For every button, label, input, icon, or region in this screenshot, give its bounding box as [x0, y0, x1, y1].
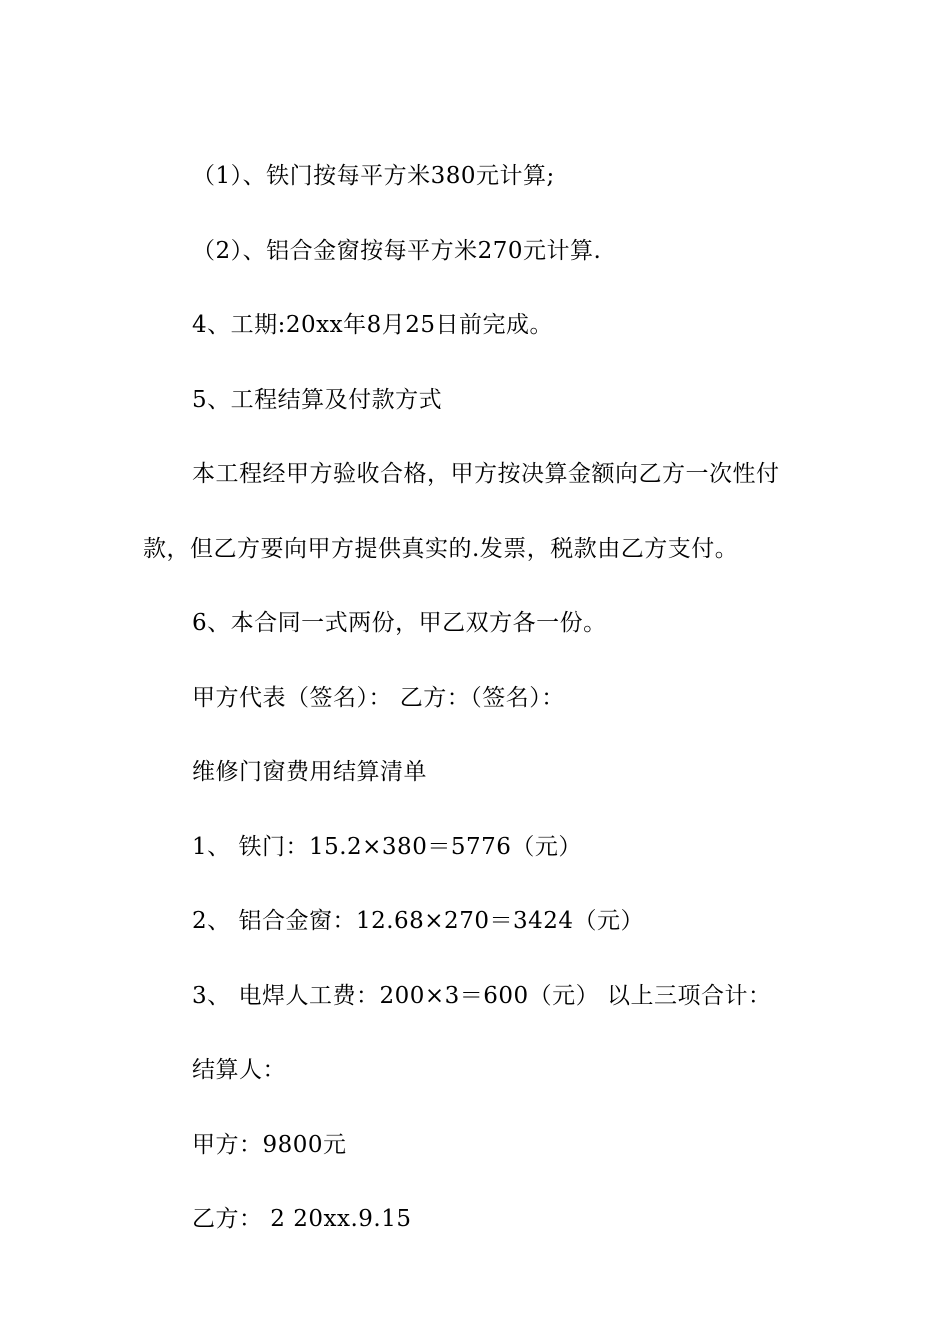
settlement-item-iron-door: 1、 铁门：15.2×380＝5776（元）: [192, 834, 582, 860]
clause-payment-line-1: 本工程经甲方验收合格，甲方按决算金额向乙方一次性付: [192, 461, 780, 487]
clause-schedule: 4、工期:20xx年8月25日前完成。: [192, 312, 553, 338]
clause-copies: 6、本合同一式两份，甲乙双方各一份。: [192, 610, 607, 636]
signature-line: 甲方代表（签名）： 乙方：（签名）：: [192, 685, 565, 711]
settlement-list-title: 维修门窗费用结算清单: [192, 759, 427, 785]
clause-iron-door-price: （1）、铁门按每平方米380元计算;: [192, 163, 555, 189]
clause-settlement-heading: 5、工程结算及付款方式: [192, 387, 443, 413]
party-b-date: 乙方： 2 20xx.9.15: [192, 1206, 412, 1232]
party-a-total: 甲方：9800元: [192, 1132, 347, 1158]
clause-payment-line-2: 款，但乙方要向甲方提供真实的.发票，税款由乙方支付。: [143, 536, 739, 562]
settlement-item-aluminum-window: 2、 铝合金窗：12.68×270＝3424（元）: [192, 908, 644, 934]
clause-aluminum-window-price: （2）、铝合金窗按每平方米270元计算.: [192, 238, 602, 264]
settler-label: 结算人：: [192, 1057, 286, 1083]
settlement-item-welding-labor: 3、 电焊人工费：200×3＝600（元） 以上三项合计：: [192, 983, 772, 1009]
